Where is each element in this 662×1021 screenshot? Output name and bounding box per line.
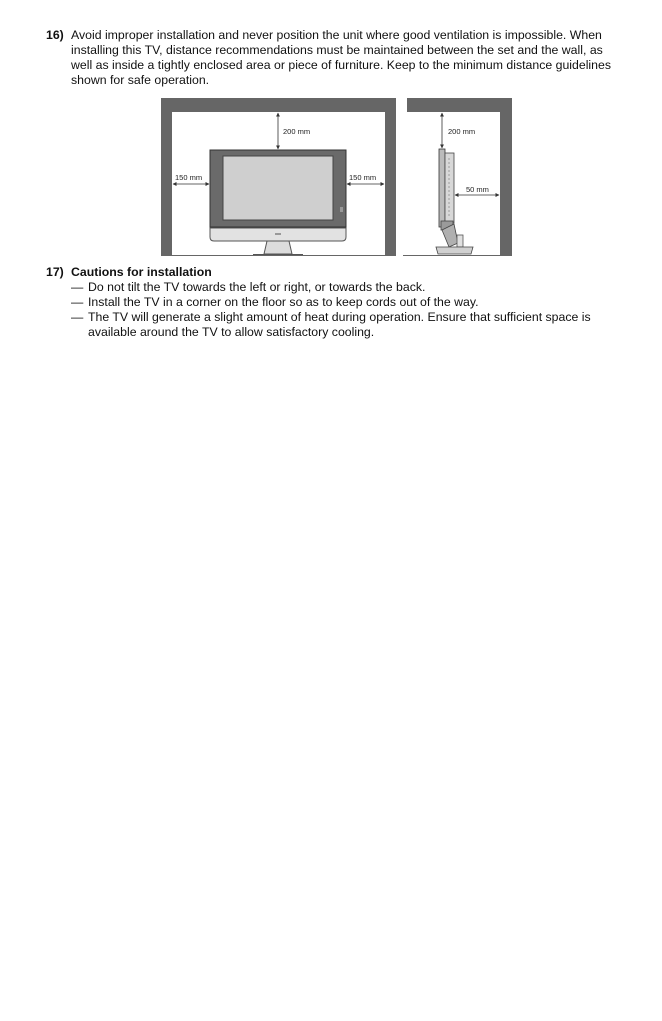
side-back-clearance-label: 50 mm (466, 185, 489, 194)
item-number: 16) (46, 28, 64, 42)
list-item (71, 295, 623, 310)
list-item-text: Install the TV in a corner on the floor so as to keep cords out of the way. (88, 295, 479, 309)
list-item-text: Do not tilt the TV towards the left or right, or towards the back. (88, 280, 426, 294)
front-top-clearance-label: 200 mm (283, 127, 311, 136)
item-text: Avoid improper installation and never position the unit where good ventilation is impossible. When installing this TV, distance recommendations must be maintained between the set and the wall, as well as inside a tightly enclosed area or piece of furniture. Keep to the minimum distance guidelines shown for safe operation. (71, 28, 611, 87)
tv-front-logo (275, 233, 281, 235)
tv-side-cable (457, 235, 463, 247)
dash-marker: — (71, 280, 84, 294)
caution-list (71, 280, 623, 340)
list-item-text: The TV will generate a slight amount of heat during operation. Ensure that sufficient space is available around the TV to allow satisfactory cooling. (88, 310, 591, 339)
side-wall-frame (407, 98, 512, 256)
side-top-clearance-label: 200 mm (448, 127, 476, 136)
list-item (71, 310, 623, 340)
item-number: 17) (46, 265, 64, 279)
tv-side-back (445, 153, 454, 223)
tv-front-stand (264, 241, 292, 254)
tv-front-button (340, 207, 343, 212)
section-heading: Cautions for installation (71, 265, 212, 279)
side-view (403, 98, 512, 256)
list-item (71, 280, 623, 295)
dash-marker: — (71, 310, 84, 324)
tv-side-panel (439, 149, 445, 227)
dash-marker: — (71, 295, 84, 309)
front-view (161, 98, 396, 256)
front-left-clearance-label: 150 mm (175, 173, 203, 182)
installation-clearance-diagram (161, 98, 512, 256)
tv-front-screen (223, 156, 333, 220)
tv-side-stand-base (436, 247, 473, 254)
front-right-clearance-label: 150 mm (349, 173, 377, 182)
item-body (71, 265, 623, 340)
